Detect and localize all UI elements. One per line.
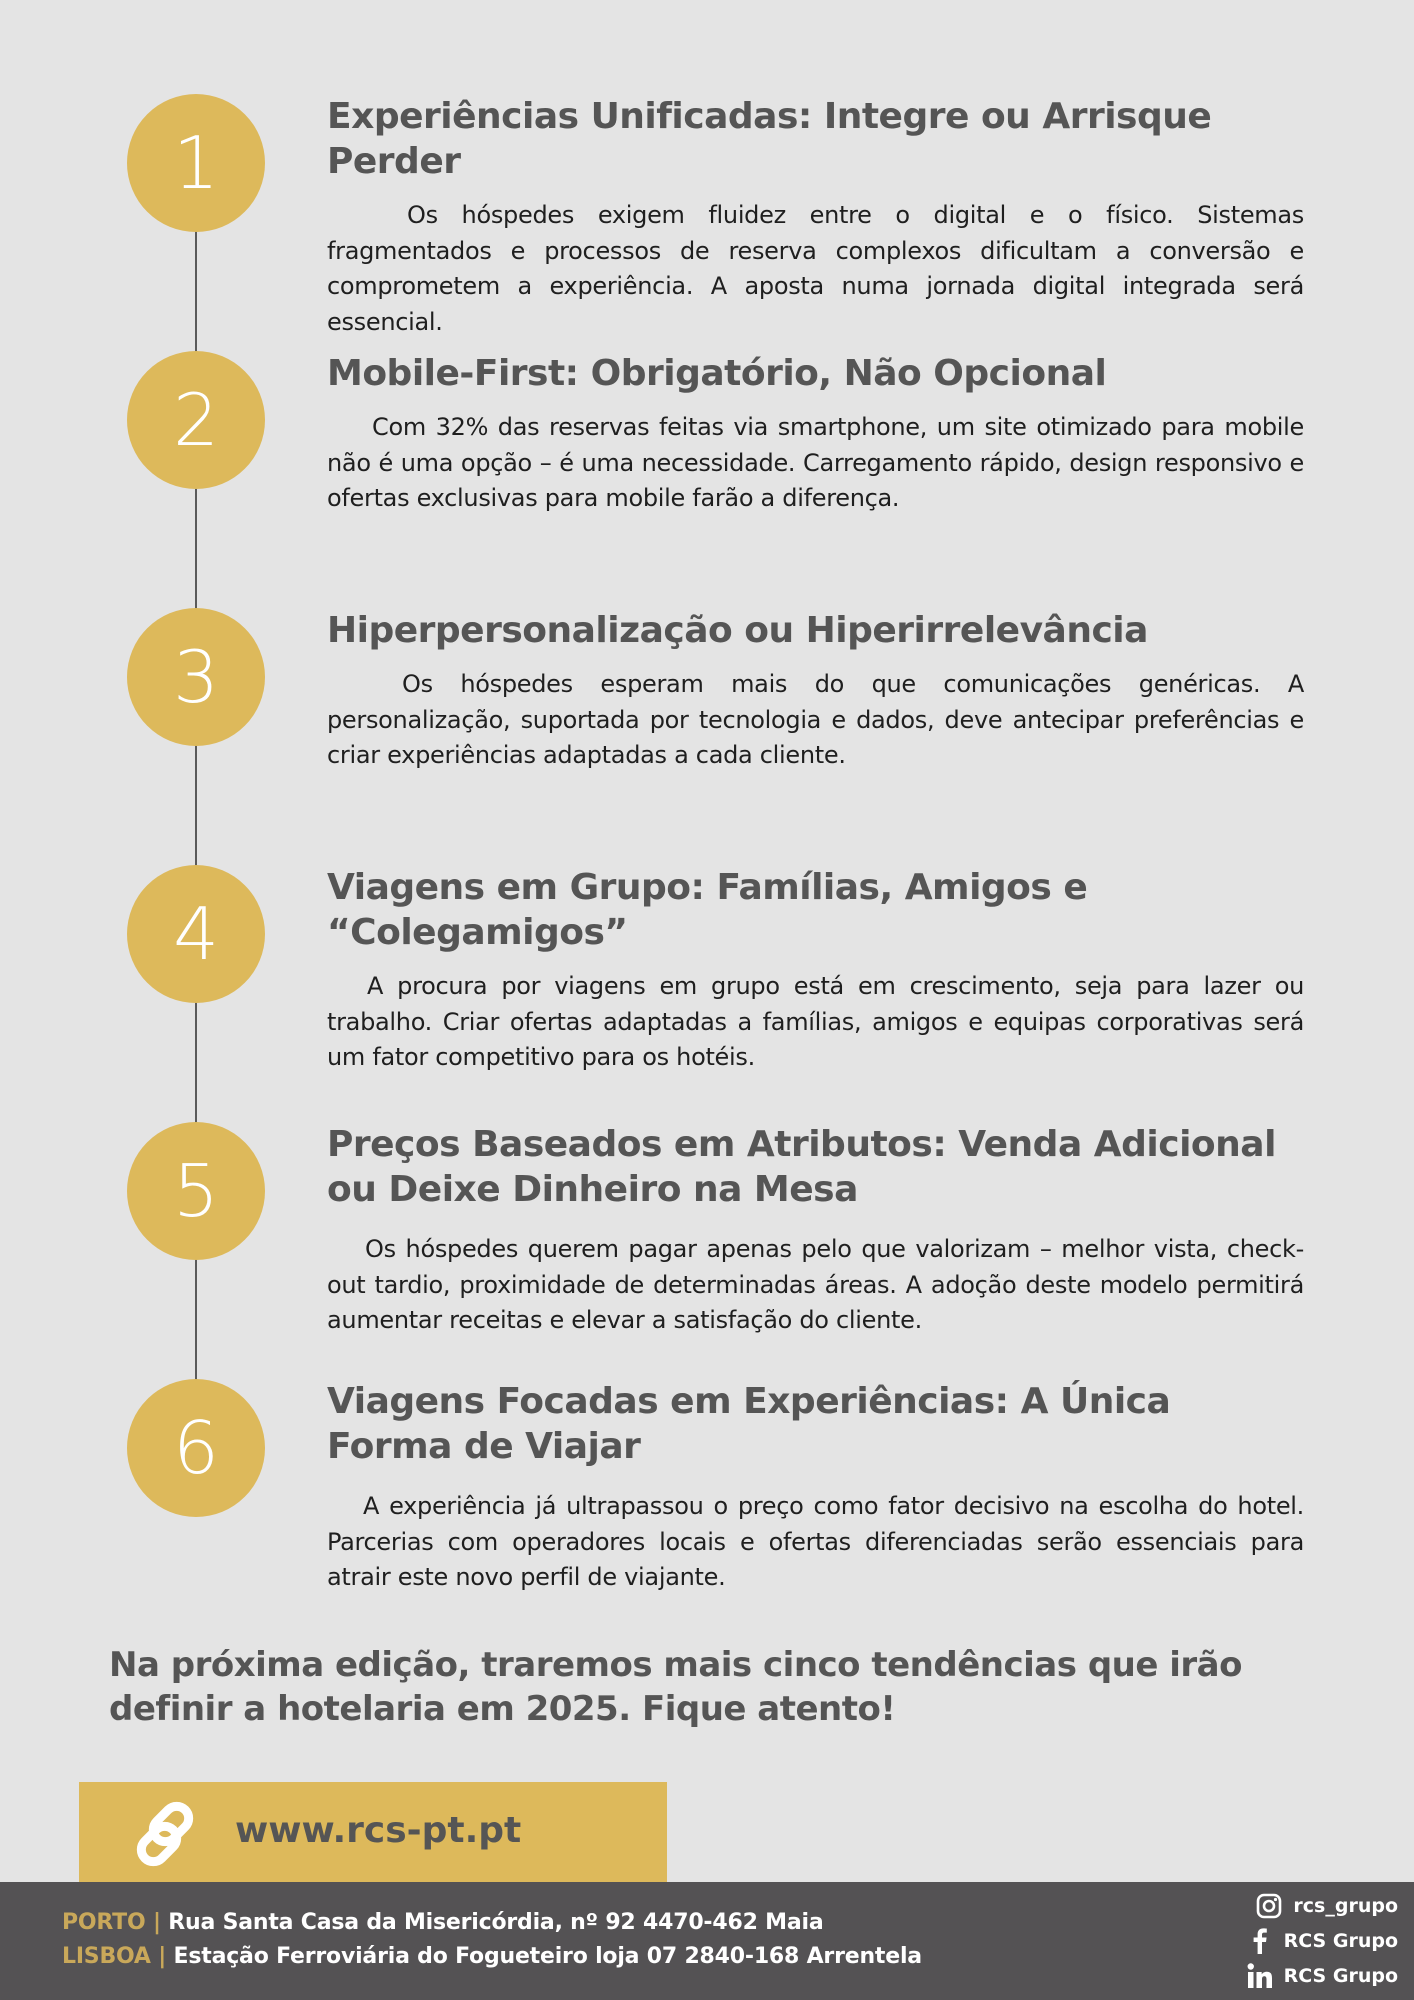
step-title: Mobile-First: Obrigatório, Não Opcional <box>327 353 1107 394</box>
social-linkedin[interactable] <box>1246 1962 1398 1990</box>
footer <box>0 1882 1414 2000</box>
address-porto <box>62 1910 823 1935</box>
step-text: Os hóspedes exigem fluidez entre o digital e o físico. Sistemas fragmentados e processos de reserva complexos dificultam a conversão e comprometem a experiência. A aposta numa jornada digital integrada será essencial. <box>327 201 1304 336</box>
facebook-icon <box>1246 1927 1274 1955</box>
address-text: Estação Ferroviária do Fogueteiro loja 07 2840-168 Arrentela <box>173 1944 922 1969</box>
instagram-icon <box>1255 1892 1283 1920</box>
step-number-circle <box>127 94 265 232</box>
step-number: 4 <box>173 892 219 976</box>
city-label: PORTO <box>62 1910 146 1935</box>
separator: | <box>150 1944 174 1969</box>
step-number-circle <box>127 351 265 489</box>
step-number-circle <box>127 1122 265 1260</box>
step-title: Preços Baseados em Atributos: Venda Adicional ou Deixe Dinheiro na Mesa <box>327 1124 1276 1210</box>
step-number: 1 <box>173 121 219 205</box>
link-icon <box>129 1798 201 1870</box>
step-text: Com 32% das reservas feitas via smartphone, um site otimizado para mobile não é uma opção – é uma necessidade. Carregamento rápido, design responsivo e ofertas exclusivas para mobile farão a diferença. <box>327 413 1304 512</box>
step-text: A procura por viagens em grupo está em crescimento, seja para lazer ou trabalho. Criar ofertas adaptadas a famílias, amigos e equipas corporativas será um fator competitivo para os hotéis. <box>327 972 1304 1071</box>
step-number: 3 <box>173 635 219 719</box>
linkedin-icon <box>1246 1962 1274 1990</box>
step-number-circle <box>127 1379 265 1517</box>
step-number-circle <box>127 608 265 746</box>
step-number: 6 <box>173 1406 219 1490</box>
step-text: Os hóspedes esperam mais do que comunicações genéricas. A personalização, suportada por tecnologia e dados, deve antecipar preferências e criar experiências adaptadas a cada cliente. <box>327 670 1304 769</box>
step-title: Hiperpersonalização ou Hiperirrelevância <box>327 610 1148 651</box>
social-instagram[interactable] <box>1255 1892 1398 1920</box>
social-label: rcs_grupo <box>1293 1895 1398 1917</box>
address-lisboa <box>62 1944 922 1969</box>
separator: | <box>145 1910 169 1935</box>
step-text: Os hóspedes querem pagar apenas pelo que valorizam – melhor vista, check-out tardio, proximidade de determinadas áreas. A adoção deste modelo permitirá aumentar receitas e elevar a satisfação do cliente. <box>327 1235 1304 1334</box>
social-facebook[interactable] <box>1246 1927 1398 1955</box>
closing-note: Na próxima edição, traremos mais cinco tendências que irão definir a hotelaria em 2025. Fique atento! <box>109 1645 1242 1729</box>
website-banner[interactable] <box>79 1782 667 1884</box>
step-title: Viagens em Grupo: Famílias, Amigos e “Colegamigos” <box>327 867 1088 953</box>
social-label: RCS Grupo <box>1283 1965 1398 1987</box>
step-title: Viagens Focadas em Experiências: A Única Forma de Viajar <box>327 1381 1171 1467</box>
city-label: LISBOA <box>62 1944 151 1969</box>
step-text: A experiência já ultrapassou o preço como fator decisivo na escolha do hotel. Parcerias com operadores locais e ofertas diferenciadas serão essenciais para atrair este novo perfil de viajante. <box>327 1492 1304 1591</box>
social-label: RCS Grupo <box>1283 1930 1398 1952</box>
step-number: 5 <box>173 1149 219 1233</box>
address-text: Rua Santa Casa da Misericórdia, nº 92 4470-462 Maia <box>168 1910 824 1935</box>
website-url[interactable]: www.rcs-pt.pt <box>235 1810 522 1851</box>
step-number: 2 <box>173 378 219 462</box>
step-title: Experiências Unificadas: Integre ou Arrisque Perder <box>327 96 1212 182</box>
step-number-circle <box>127 865 265 1003</box>
